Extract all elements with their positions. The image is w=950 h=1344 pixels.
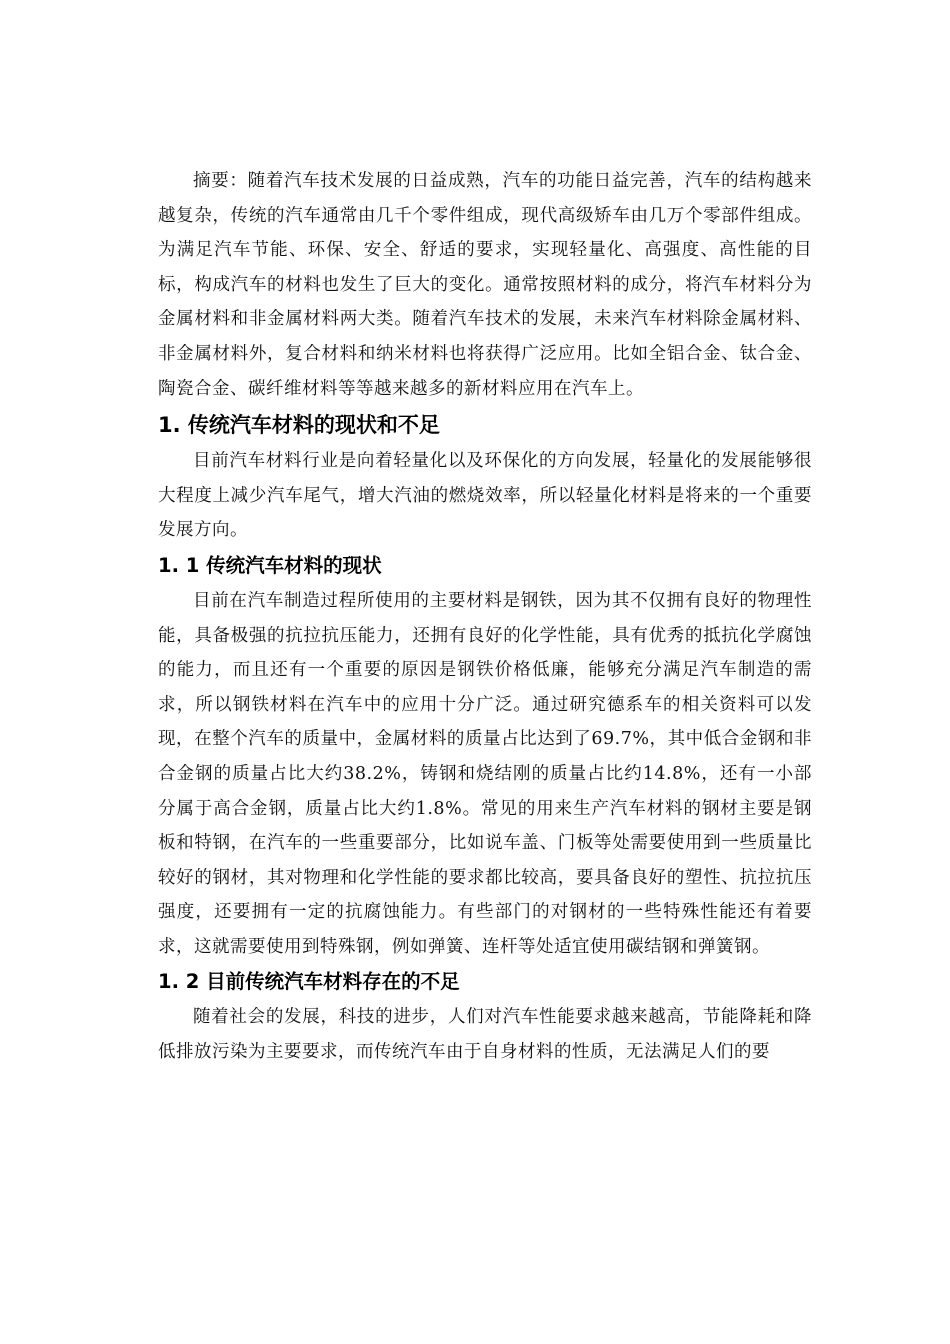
section-1-1-paragraph: 目前在汽车制造过程所使用的主要材料是钢铁，因为其不仅拥有良好的物理性能，具备极强的抗拉抗压能力，还拥有良好的化学性能，具有优秀的抵抗化学腐蚀的能力，而且还有一个重要的原因是钢铁价格低廉，能够充分满足汽车制造的需求，所以钢铁材料在汽车中的应用十分广泛。通过研究德系车的相关资料可以发现，在整个汽车的质量中，金属材料的质量占比达到了69.7%，其中低合金钢和非合金钢的质量占比大约38.2%，铸钢和烧结刚的质量占比约14.8%，还有一小部分属于高合金钢，质量占比大约1.8%。常见的用来生产汽车材料的钢材主要是钢板和特钢，在汽车的一些重要部分，比如说车盖、门板等处需要使用到一些质量比较好的钢材，其对物理和化学性能的要求都比较高，要具备良好的塑性、抗拉抗压强度，还要拥有一定的抗腐蚀能力。有些部门的对钢材的一些特殊性能还有着要求，这就需要使用到特殊钢，例如弹簧、连杆等处适宜使用碳结钢和弹簧钢。 [158,590,812,957]
abstract-paragraph: 摘要：随着汽车技术发展的日益成熟，汽车的功能日益完善，汽车的结构越来越复杂，传统的汽车通常由几千个零件组成，现代高级矫车由几万个零部件组成。为满足汽车节能、环保、安全、舒适的要求，实现轻量化、高强度、高性能的目标，构成汽车的材料也发生了巨大的变化。通常按照材料的成分，将汽车材料分为金属材料和非金属材料两大类。随着汽车技术的发展，未来汽车材料除金属材料、非金属材料外，复合材料和纳米材料也将获得广泛应用。比如全铝合金、钛合金、陶瓷合金、碳纤维材料等等越来越多的新材料应用在汽车上。 [158,171,812,399]
document-body [158,164,812,1070]
section-1-2-heading: 1. 2 目前传统汽车材料存在的不足 [158,970,460,994]
section-1-paragraph: 目前汽车材料行业是向着轻量化以及环保化的方向发展，轻量化的发展能够很大程度上减少汽车尾气，增大汽油的燃烧效率，所以轻量化材料是将来的一个重要发展方向。 [158,451,812,541]
section-1-2-paragraph: 随着社会的发展，科技的进步，人们对汽车性能要求越来越高，节能降耗和降低排放污染为主要要求，而传统汽车由于自身材料的性质，无法满足人们的要 [158,1007,812,1063]
section-1-1-heading: 1. 1 传统汽车材料的现状 [158,553,382,577]
section-1-heading: 1. 传统汽车材料的现状和不足 [158,413,440,438]
